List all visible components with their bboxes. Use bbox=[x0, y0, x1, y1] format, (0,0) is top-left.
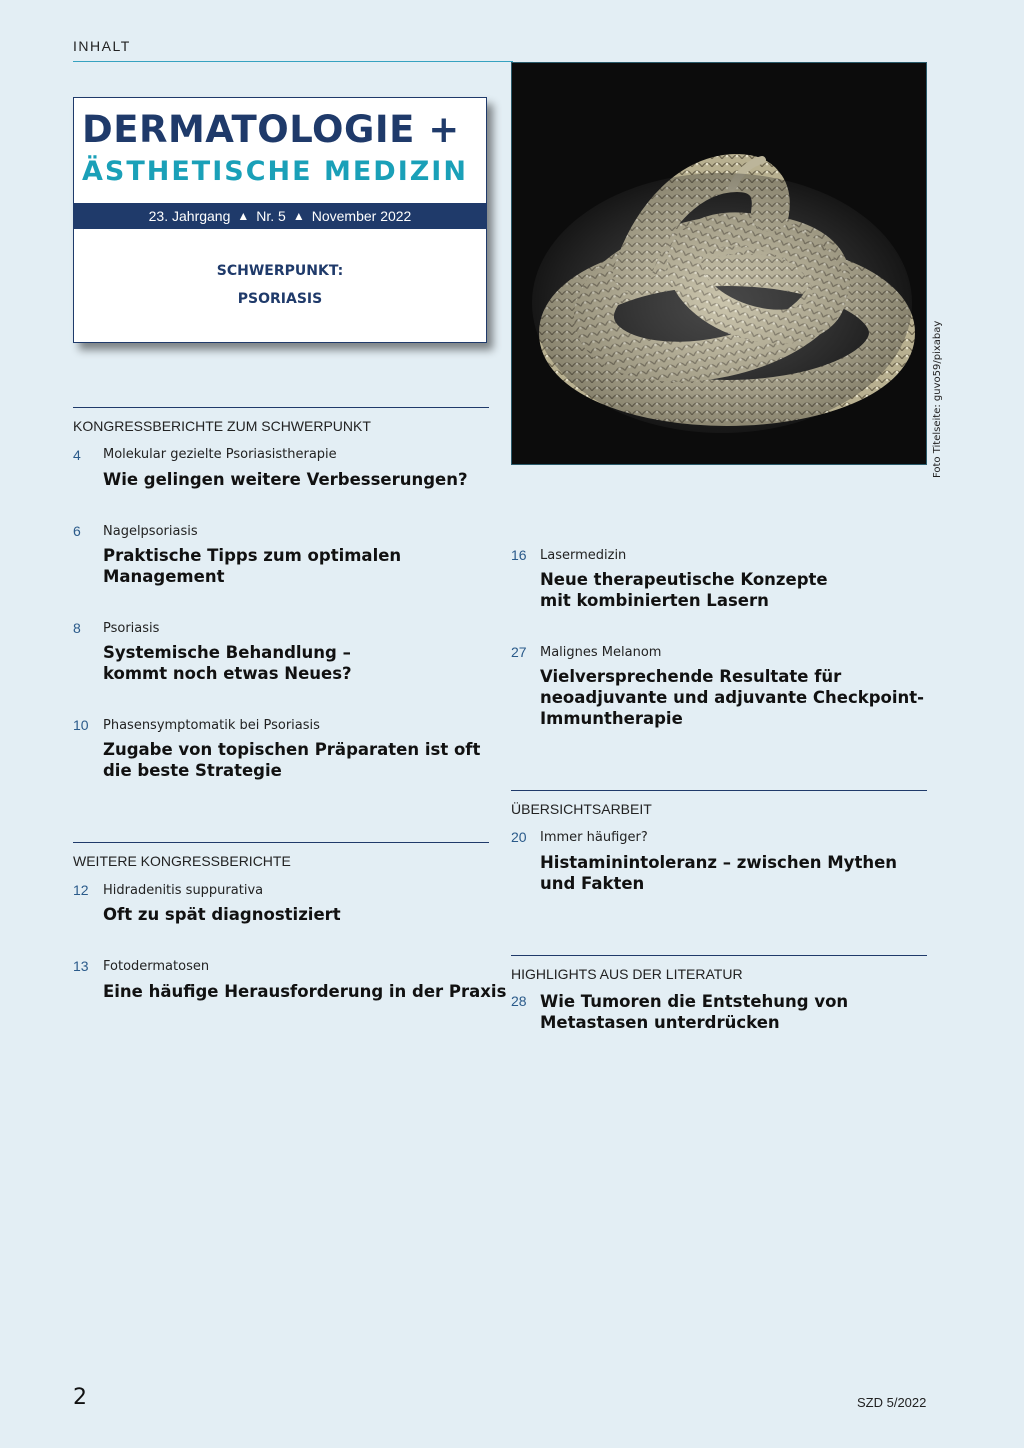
article-topic: Immer häufiger? bbox=[540, 830, 648, 845]
article-title[interactable]: Histaminintoleranz – zwischen Mythen und Fakten bbox=[540, 853, 898, 893]
article-topic: Psoriasis bbox=[103, 621, 160, 636]
article-page-number: 16 bbox=[511, 547, 527, 563]
article-topic: Phasensymptomatik bei Psoriasis bbox=[103, 718, 320, 733]
article-title[interactable]: Praktische Tipps zum optimalen Management bbox=[103, 546, 402, 586]
section-label-highlights: HIGHLIGHTS AUS DER LITERATUR bbox=[511, 966, 743, 982]
section-rule bbox=[511, 790, 927, 791]
triangle-separator-icon: ▲ bbox=[237, 209, 250, 223]
article-page-number: 4 bbox=[73, 447, 81, 463]
issue-date: November 2022 bbox=[311, 208, 412, 224]
article-page-number: 6 bbox=[73, 523, 81, 539]
article-page-number: 28 bbox=[511, 993, 527, 1009]
footer-page-number: 2 bbox=[73, 1385, 87, 1410]
article-page-number: 10 bbox=[73, 717, 89, 733]
section-label-weitere: WEITERE KONGRESSBERICHTE bbox=[73, 853, 291, 869]
article-page-number: 12 bbox=[73, 882, 89, 898]
section-label-schwerpunkt: KONGRESSBERICHTE ZUM SCHWERPUNKT bbox=[73, 418, 371, 434]
snake-skin-illustration bbox=[512, 63, 927, 465]
article-page-number: 13 bbox=[73, 958, 89, 974]
article-page-number: 20 bbox=[511, 829, 527, 845]
issue-bar bbox=[74, 203, 486, 229]
section-header-label: INHALT bbox=[73, 38, 131, 54]
issue-volume: 23. Jahrgang bbox=[148, 208, 231, 224]
header-rule bbox=[73, 61, 513, 62]
article-page-number: 27 bbox=[511, 644, 527, 660]
focus-topic: PSORIASIS bbox=[237, 291, 323, 307]
article-topic: Hidradenitis suppurativa bbox=[103, 883, 264, 898]
cover-photo-snake-skin bbox=[511, 62, 927, 465]
article-topic: Fotodermatosen bbox=[103, 959, 210, 974]
section-label-uebersicht: ÜBERSICHTSARBEIT bbox=[511, 801, 652, 817]
photo-credit: Foto Titelseite: guvo59/pixabay bbox=[932, 320, 943, 478]
article-title[interactable]: Zugabe von topischen Präparaten ist oft die beste Strategie bbox=[103, 740, 481, 780]
section-rule bbox=[73, 842, 489, 843]
article-title[interactable]: Systemische Behandlung – kommt noch etwas Neues? bbox=[103, 643, 352, 683]
article-title[interactable]: Neue therapeutische Konzepte mit kombinierten Lasern bbox=[540, 570, 828, 610]
triangle-separator-icon: ▲ bbox=[292, 209, 305, 223]
footer-issue: SZD 5/2022 bbox=[857, 1395, 927, 1410]
article-page-number: 8 bbox=[73, 620, 81, 636]
section-rule bbox=[73, 407, 489, 408]
article-topic: Molekular gezielte Psoriasistherapie bbox=[103, 447, 337, 462]
article-title[interactable]: Eine häufige Herausforderung in der Praxis bbox=[103, 982, 507, 1001]
magazine-cover-box bbox=[73, 97, 487, 343]
section-rule bbox=[511, 955, 927, 956]
article-title[interactable]: Wie gelingen weitere Verbesserungen? bbox=[103, 470, 468, 489]
magazine-title-line2: ÄSTHETISCHE MEDIZIN bbox=[82, 156, 468, 187]
article-topic: Lasermedizin bbox=[540, 548, 627, 563]
article-topic: Malignes Melanom bbox=[540, 645, 662, 660]
focus-label: SCHWERPUNKT: bbox=[216, 263, 344, 279]
article-title[interactable]: Wie Tumoren die Entstehung von Metastasen unterdrücken bbox=[540, 992, 849, 1032]
magazine-title-line1: DERMATOLOGIE + bbox=[82, 108, 460, 151]
article-title[interactable]: Oft zu spät diagnostiziert bbox=[103, 905, 341, 924]
article-title[interactable]: Vielversprechende Resultate für neoadjuvante und adjuvante Checkpoint-Immuntherapie bbox=[540, 667, 925, 728]
issue-number: Nr. 5 bbox=[256, 208, 286, 224]
article-topic: Nagelpsoriasis bbox=[103, 524, 198, 539]
